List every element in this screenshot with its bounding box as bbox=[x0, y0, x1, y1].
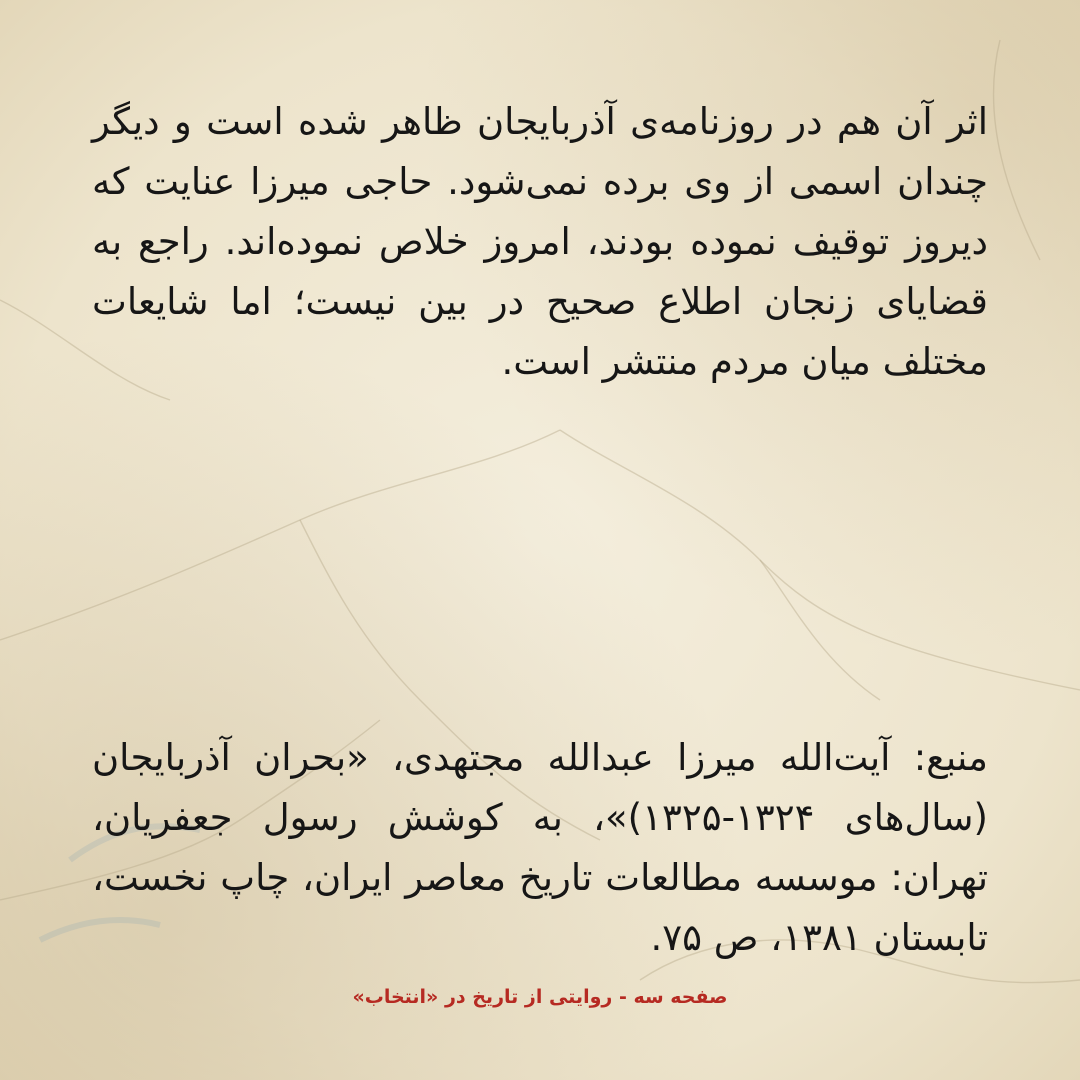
source-citation: منبع: آیت‌الله میرزا عبدالله مجتهدی، «بحران آذربایجان (سال‌های ۱۳۲۴-۱۳۲۵)»، به کوشش رسول جعفریان، تهران: موسسه مطالعات تاریخ معاصر ایران، چاپ نخست، تابستان ۱۳۸۱، ص ۷۵. bbox=[92, 736, 988, 959]
main-paragraph: اثر آن هم در روزنامه‌ی آذربایجان ظاهر شده است و دیگر چندان اسمی از وی برده نمی‌شود. حاجی میرزا عنایت که دیروز توقیف نموده بودند، امروز خلاص نموده‌اند. راجع به قضایای زنجان اطلاع صحیح در بین نیست؛ اما شایعات مختلف میان مردم منتشر است. bbox=[92, 100, 988, 383]
footer-caption: صفحه سه - روایتی از تاریخ در «انتخاب» bbox=[352, 986, 728, 1008]
